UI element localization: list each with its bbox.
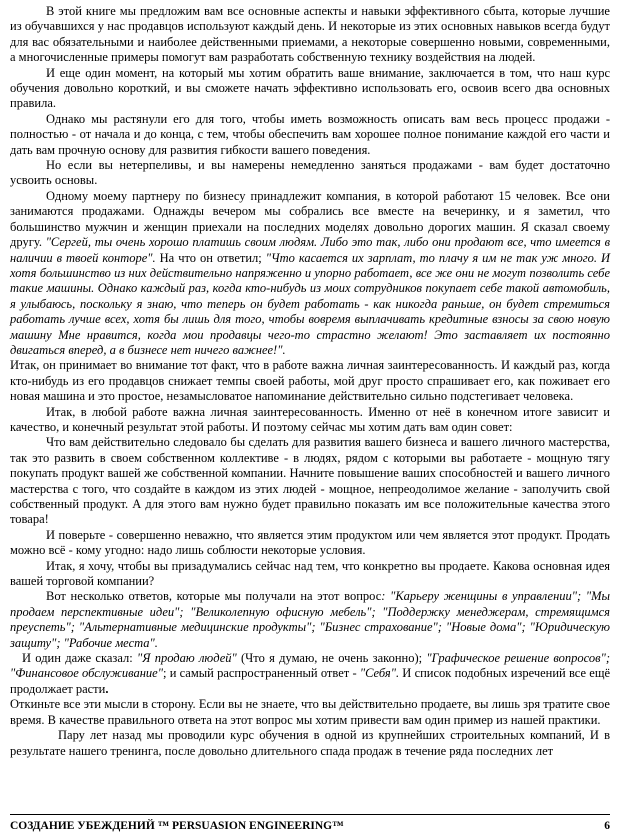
paragraph-5: [10, 189, 610, 358]
text-run: На что он ответил;: [155, 250, 266, 265]
paragraph-9: [10, 528, 610, 559]
text-run: Итак, я хочу, чтобы вы призадумались сейчас над тем, что конкретно вы продаете. Какова основная идея вашей торговой компании?: [10, 558, 610, 589]
text-run: Что вам действительно следовало бы сделать для развития вашего бизнеса и вашего личного мастерства, так это развить в своем собственном коллективе - в людях, рядом с которыми вы работаете - мощную тягу покупать продукт вашей же собственной компании. Начните повышение ваших способностей и вашего личного мастерства с того, что создайте в каждом из этих людей - мощное, непреодолимое желание - заполучить свой собственный продукт. А для этого вам нужно будет правильно показать им все положительные качества этого товара!: [10, 435, 610, 527]
text-run: Итак, в любой работе важна личная заинтересованность. Именно от неё в конечном итоге зависит и качество, и конечный результат этой работы. И поэтому сейчас мы хотим дать вам один совет:: [10, 404, 610, 434]
paragraph-8: [10, 435, 610, 527]
text-run: Пару лет назад мы проводили курс обучения в одной из крупнейших строительных компаний, И в результате нашего тренинга, после довольно длительного спада продаж в течение ряда последних лет: [10, 728, 610, 758]
paragraph-6: [10, 358, 610, 404]
text-run: И поверьте - совершенно неважно, что является этим продуктом или чем является этот продукт. Продать можно всё - кому угодно: надо лишь соблюсти некоторые условия.: [10, 527, 610, 558]
text-run: (Что я думаю, не очень законно);: [236, 651, 427, 666]
paragraph-13: [10, 697, 610, 728]
text-run: Но если вы нетерпеливы, и вы намерены немедленно заняться продажами - вам будет достаточно усвоить основы.: [10, 158, 610, 188]
paragraph-11: [10, 589, 610, 651]
text-run: "Я продаю людей": [136, 651, 237, 666]
text-run: : "Карьеру женщины в управлении"; "Мы продаем перспективные идеи"; "Великолепную офисную мебель"; "Поддержку менеджерам, стремящимся преуспеть"; "Альтернативные медицинские продукты"; "Бизнес страхование"; "Новые дома"; "Юридическую защиту"; "Рабочие места".: [10, 589, 610, 650]
text-run: Вот несколько ответов, которые мы получали на этот вопрос: [46, 589, 382, 604]
footer-title: СОЗДАНИЕ УБЕЖДЕНИЙ ™ PERSUASION ENGINEERING™: [10, 820, 344, 832]
text-run: Откиньте все эти мысли в сторону. Если вы не знаете, что вы действительно продаете, вы лишь зря тратите свое время. В качестве правильного ответа на этот вопрос мы хотим привести вам один пример из нашей практики.: [10, 697, 610, 727]
paragraph-3: [10, 112, 610, 158]
paragraph-12: [10, 651, 610, 697]
page-number: 6: [604, 820, 610, 832]
text-run: .: [105, 681, 109, 696]
text-run: "Сергей, ты очень хорошо платишь своим людям. Либо это так, либо они продают все, что имеется в наличии в твоей конторе".: [10, 235, 610, 265]
text-run: Одному моему партнеру по бизнесу принадлежит компания, в которой работают 15 человек. Все они занимаются продажами. Однажды вечером мы собрались все вместе на вечеринку, и я заметил, что большинство мужчин и женщин приехали на последних моделях довольно дорогих машин. Я сказал своему другу.: [10, 188, 610, 250]
paragraph-1: [10, 4, 610, 66]
text-run: "Графическое решение вопросов"; "Финансовое обслуживание": [10, 651, 610, 681]
text-run: "Себя".: [359, 666, 400, 681]
paragraph-10: [10, 559, 610, 590]
footer-divider: [10, 814, 610, 815]
paragraph-7: [10, 405, 610, 436]
text-run: И один даже сказал:: [22, 651, 137, 666]
body-text: [10, 4, 610, 759]
text-run: Итак, он принимает во внимание тот факт, что в работе важна личная заинтересованность. И каждый раз, когда кто-нибудь из его продавцов снижает темпы своей работы, мой друг просто спрашивает его, как поживает его новая машина и это простое, незамысловатое напоминание действительно сильно подстегивает человека.: [10, 358, 610, 404]
text-run: "Что касается их зарплат, то плачу я им не так уж много. И хотя большинство из них действительно напряженно и упорно работает, все же они не могут позволить себе такие машины. Однако каждый раз, когда кто-нибудь из моих сотрудников покупает себе такой автомобиль, я улыбаюсь, поскольку я знаю, что теперь он будет работать - как никогда раньше, он будет стремиться работать лучше всех, хотя бы лишь для того, чтобы вовремя выплачивать кредитные взносы за свою новую машину Мне нравится, когда мои продавцы чего-то страстно желают! Это заставляет их постоянно двигаться вперед, а в бизнесе нет ничего важнее!".: [10, 250, 610, 357]
text-run: ; и самый распространенный ответ -: [162, 666, 360, 681]
text-run: И список подобных изречений все ещё продолжает расти: [10, 666, 610, 696]
text-run: Однако мы растянули его для того, чтобы иметь возможность описать вам весь процесс продажи - полностью - от начала и до конца, с тем, чтобы обеспечить вам хорошее полное понимание каждой его части и дать вам прочную основу для развития гибкости вашего поведения.: [10, 111, 610, 157]
paragraph-4: [10, 158, 610, 189]
text-run: И еще один момент, на который мы хотим обратить ваше внимание, заключается в том, что наш курс обучения довольно короткий, и вы сможете начать эффективно использовать его, освоив всего два основных правила.: [10, 65, 610, 111]
paragraph-14: [10, 728, 610, 759]
paragraph-2: [10, 66, 610, 112]
text-run: В этой книге мы предложим вам все основные аспекты и навыки эффективного сбыта, которые лучшие из обучавшихся у нас продавцов используют каждый день. И некоторые из этих основных навыков всегда будут для вас обязательными и наиболее действенными приемами, а некоторые совершенно новыми, современными, а многочисленные примеры помогут вам разработать собственную технику воздействия на людей.: [10, 4, 610, 65]
